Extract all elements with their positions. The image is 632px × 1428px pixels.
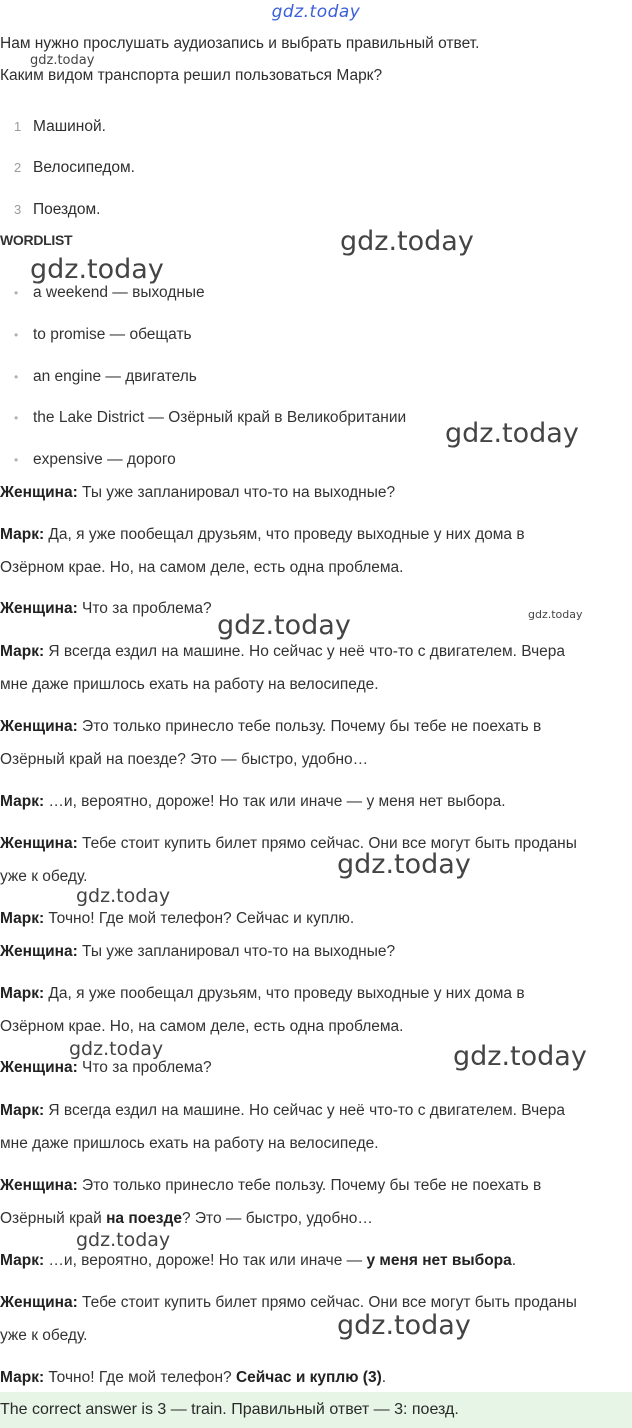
speaker-label: Марк:: [0, 1252, 45, 1269]
watermark: gdz.today: [30, 254, 164, 285]
dialogue-text: Ты уже запланировал что-то на выходные?: [77, 484, 396, 501]
speaker-label: Женщина:: [0, 1059, 78, 1076]
dialogue-text: Озёрный край: [0, 1210, 107, 1227]
dialogue-line: [0, 793, 506, 811]
watermark: gdz.today: [528, 608, 583, 621]
watermark: gdz.today: [340, 226, 474, 257]
wordlist-text: to promise — обещать: [33, 326, 192, 343]
highlight-text: Сейчас и куплю (3): [235, 1369, 382, 1386]
option-text: Велосипедом.: [33, 159, 135, 176]
dialogue-text: .: [381, 1369, 387, 1386]
option-text: Машиной.: [33, 118, 106, 135]
dialogue-line: [0, 1252, 516, 1270]
dialogue-line-cont: мне даже пришлось ехать на работу на велосипеде.: [0, 1135, 379, 1152]
wordlist-text: a weekend — выходные: [33, 284, 205, 301]
highlight-text: на поезде: [106, 1210, 182, 1227]
wordlist-item: [14, 409, 406, 427]
speaker-label: Женщина:: [0, 943, 78, 960]
speaker-label: Марк:: [0, 793, 45, 810]
dialogue-text: Что за проблема?: [77, 1059, 212, 1076]
speaker-label: Марк:: [0, 1369, 45, 1386]
bullet-icon: •: [14, 286, 19, 300]
dialogue-text: Это только принесло тебе пользу. Почему бы тебе не поехать в: [77, 718, 542, 735]
speaker-label: Женщина:: [0, 1177, 78, 1194]
watermark: gdz.today: [76, 885, 171, 907]
dialogue-line: [0, 835, 577, 853]
wordlist-text: the Lake District — Озёрный край в Великобритании: [33, 409, 407, 426]
dialogue-line: [0, 1059, 212, 1077]
dialogue-text: Точно! Где мой телефон?: [44, 1369, 236, 1386]
dialogue-line-cont: уже к обеду.: [0, 1327, 88, 1344]
speaker-label: Марк:: [0, 910, 45, 927]
dialogue-line-cont: [0, 1210, 373, 1228]
dialogue-line-cont: Озёрном крае. Но, на самом деле, есть одна проблема.: [0, 1018, 404, 1035]
bullet-icon: •: [14, 370, 19, 384]
bullet-icon: •: [14, 453, 19, 467]
site-logo: gdz.today: [271, 2, 361, 22]
dialogue-text: ? Это — быстро, удобно…: [181, 1210, 373, 1227]
option-2: [14, 159, 135, 177]
speaker-label: Женщина:: [0, 600, 78, 617]
watermark: gdz.today: [337, 849, 471, 880]
question-instruction: Нам нужно прослушать аудиозапись и выбрать правильный ответ.: [0, 35, 480, 52]
dialogue-text: Тебе стоит купить билет прямо сейчас. Они все могут быть проданы: [77, 1294, 577, 1311]
dialogue-text: Точно! Где мой телефон? Сейчас и куплю.: [44, 910, 355, 927]
bullet-icon: •: [14, 328, 19, 342]
watermark: gdz.today: [337, 1310, 471, 1341]
dialogue-text: Я всегда ездил на машине. Но сейчас у неё что-то с двигателем. Вчера: [44, 643, 566, 660]
dialogue-line: [0, 484, 395, 502]
dialogue-text: …и, вероятно, дороже! Но так или иначе —: [44, 1252, 367, 1269]
dialogue-text: .: [511, 1252, 517, 1269]
dialogue-text: Да, я уже пообещал друзьям, что проведу выходные у них дома в: [44, 985, 525, 1002]
option-text: Поездом.: [33, 201, 101, 218]
dialogue-line: [0, 718, 541, 736]
highlight-text: у меня нет выбора: [366, 1252, 512, 1269]
dialogue-line-cont: Озёрный край на поезде? Это — быстро, удобно…: [0, 751, 369, 768]
dialogue-line: [0, 600, 212, 618]
watermark: gdz.today: [30, 53, 95, 68]
option-number: 1: [14, 119, 22, 134]
speaker-label: Марк:: [0, 526, 45, 543]
option-number: 3: [14, 202, 22, 217]
speaker-label: Женщина:: [0, 835, 78, 852]
bullet-icon: •: [14, 411, 19, 425]
dialogue-line: [0, 1177, 541, 1195]
dialogue-line-cont: мне даже пришлось ехать на работу на велосипеде.: [0, 676, 379, 693]
dialogue-text: Я всегда ездил на машине. Но сейчас у неё что-то с двигателем. Вчера: [44, 1102, 566, 1119]
dialogue-line: [0, 943, 395, 961]
question-text: Каким видом транспорта решил пользоваться Марк?: [0, 67, 383, 84]
speaker-label: Женщина:: [0, 484, 78, 501]
option-1: [14, 118, 106, 136]
dialogue-line: [0, 910, 354, 928]
watermark: gdz.today: [445, 418, 579, 449]
wordlist-item: [14, 368, 197, 386]
speaker-label: Марк:: [0, 985, 45, 1002]
dialogue-line: [0, 1294, 577, 1312]
watermark: gdz.today: [217, 610, 351, 641]
watermark: gdz.today: [76, 1229, 171, 1251]
speaker-label: Марк:: [0, 1102, 45, 1119]
dialogue-text: …и, вероятно, дороже! Но так или иначе — у меня нет выбора.: [44, 793, 506, 810]
dialogue-text: Тебе стоит купить билет прямо сейчас. Они все могут быть проданы: [77, 835, 577, 852]
dialogue-text: Что за проблема?: [77, 600, 212, 617]
wordlist-text: an engine — двигатель: [33, 368, 197, 385]
option-number: 2: [14, 160, 22, 175]
dialogue-line: [0, 985, 525, 1003]
dialogue-line: [0, 526, 525, 544]
wordlist-item: [14, 284, 205, 302]
wordlist-item: [14, 326, 192, 344]
wordlist-item: [14, 451, 176, 469]
dialogue-line-cont: уже к обеду.: [0, 868, 88, 885]
dialogue-text: Да, я уже пообещал друзьям, что проведу выходные у них дома в: [44, 526, 525, 543]
wordlist-title: WORDLIST: [0, 232, 73, 248]
dialogue-line: [0, 1369, 386, 1387]
correct-answer-banner: The correct answer is 3 — train. Правильный ответ — 3: поезд.: [0, 1392, 632, 1428]
watermark: gdz.today: [453, 1041, 587, 1072]
dialogue-line: [0, 643, 565, 661]
dialogue-line-cont: Озёрном крае. Но, на самом деле, есть одна проблема.: [0, 559, 404, 576]
dialogue-text: Это только принесло тебе пользу. Почему бы тебе не поехать в: [77, 1177, 542, 1194]
speaker-label: Марк:: [0, 643, 45, 660]
speaker-label: Женщина:: [0, 718, 78, 735]
wordlist-text: expensive — дорого: [33, 451, 176, 468]
watermark: gdz.today: [69, 1038, 164, 1060]
option-3: [14, 201, 100, 219]
speaker-label: Женщина:: [0, 1294, 78, 1311]
dialogue-line: [0, 1102, 565, 1120]
dialogue-text: Ты уже запланировал что-то на выходные?: [77, 943, 396, 960]
